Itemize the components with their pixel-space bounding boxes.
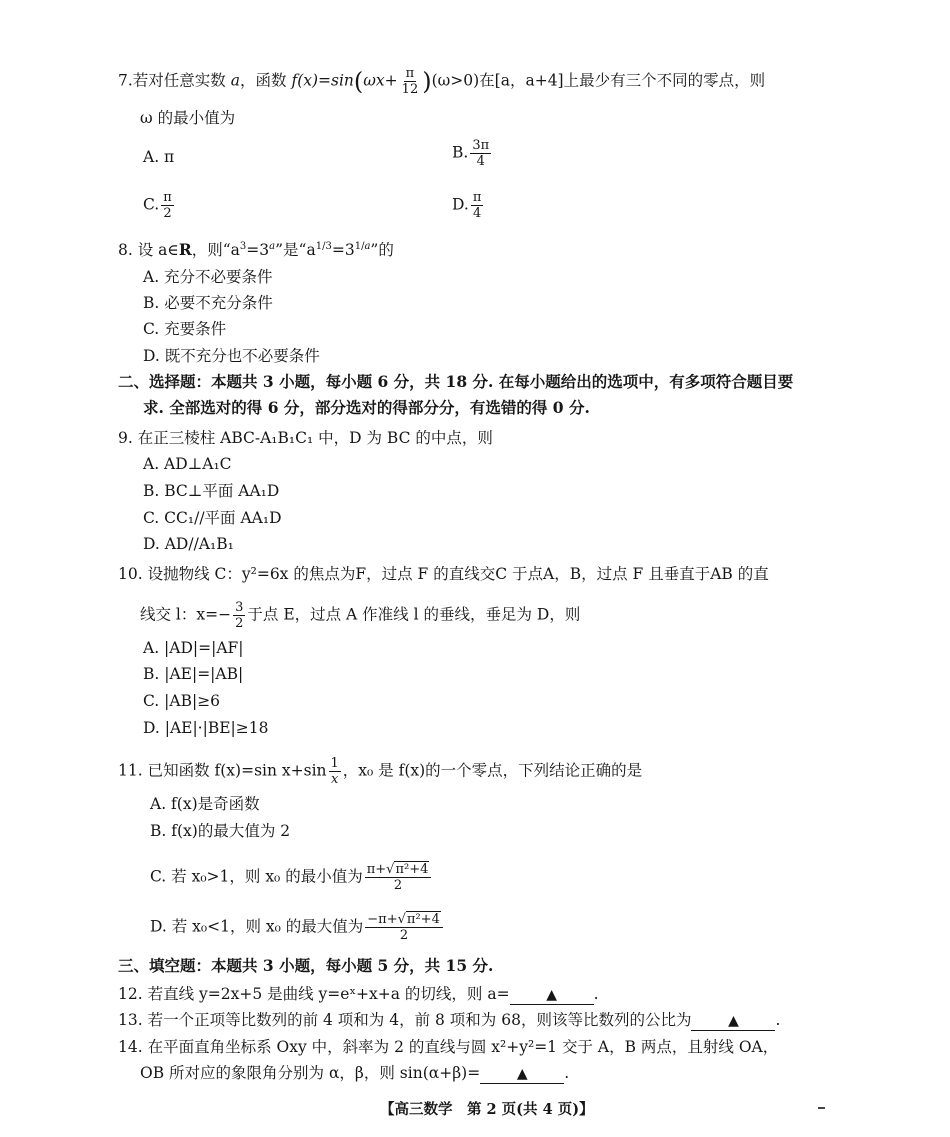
q7-option-b: B. $\frac{3\pi}{4}$ <box>452 138 490 169</box>
q13-stem: 13. 若一个正项等比数列的前 4 项和为 4，前 8 项和为 68，则该等比数列的公比为 ▲ . <box>118 1011 781 1029</box>
triangle-icon: ▲ <box>516 1066 528 1082</box>
q10-option-d: D. |AE|·|BE|≥18 <box>143 719 269 737</box>
q11-stem: 11. 已知函数 f(x)=sin x+sin $\frac{1}{x}$ ，x₀ 是 f(x)的一个零点，下列结论正确的是 <box>118 756 643 787</box>
q10-stem: 10. 设抛物线 C：y²=6x 的焦点为F，过点 F 的直线交C 于点A，B，过点 F 且垂直于AB 的直 <box>118 565 769 583</box>
q11-option-d: D. 若 x₀<1，则 x₀ 的最大值为 $\frac{\text{−π+√π²+4}}{2}$ <box>150 912 445 943</box>
q8-option-c: C. 充要条件 <box>143 320 227 338</box>
q8-stem: 8. 设 a∈R，则“$a^3=3^a$”是“$a^{1/3}=3^{1/a}$”的 <box>118 240 394 259</box>
q9-option-d: D. AD//A₁B₁ <box>143 535 234 553</box>
section2-heading-line2: 求. 全部选对的得 6 分，部分选对的得部分分，有选错的得 0 分. <box>143 398 590 417</box>
q11-option-a: A. f(x)是奇函数 <box>150 795 260 813</box>
q7-option-c: C. $\frac{\pi}{2}$ <box>143 190 172 221</box>
q10-option-b: B. |AE|=|AB| <box>143 665 244 683</box>
q12-answer-blank[interactable] <box>510 985 594 1005</box>
q7-stem: 7.若对任意实数 a，函数 f(x)=sin(ωx+ $\frac{\pi}{12}$ )(ω>0)在[a，a+4]上最少有三个不同的零点，则 <box>118 66 766 97</box>
q14-answer-blank[interactable] <box>480 1064 564 1084</box>
q10-option-c: C. |AB|≥6 <box>143 692 221 710</box>
q13-answer-blank[interactable] <box>691 1011 775 1031</box>
q7-option-d: D. $\frac{\pi}{4}$ <box>452 190 482 221</box>
q12-stem: 12. 若直线 y=2x+5 是曲线 y=eˣ+x+a 的切线，则 a= ▲ . <box>118 985 599 1003</box>
q8-option-d: D. 既不充分也不必要条件 <box>143 347 320 365</box>
triangle-icon: ▲ <box>546 987 557 1003</box>
q11-option-c: C. 若 x₀>1，则 x₀ 的最小值为 $\frac{\text{π+√π²+4}}{2}$ <box>150 862 433 893</box>
q9-option-a: A. AD⊥A₁C <box>143 455 232 473</box>
q11-option-b: B. f(x)的最大值为 2 <box>150 822 291 840</box>
q7-line2: ω 的最小值为 <box>140 109 236 127</box>
q9-option-b: B. BC⊥平面 AA₁D <box>143 482 280 500</box>
q14-stem-line2: OB 所对应的象限角分别为 α，β，则 sin(α+β)= ▲ . <box>140 1064 570 1082</box>
q8-option-a: A. 充分不必要条件 <box>143 268 273 286</box>
q10-stem-line2: 线交 l：x=− $\frac{3}{2}$ 于点 E，过点 A 作准线 l 的垂线，垂足为 D，则 <box>140 600 581 631</box>
q10-option-a: A. |AD|=|AF| <box>143 639 244 657</box>
page-footer: 【高三数学 第 2 页(共 4 页)】 <box>380 1101 594 1118</box>
section2-heading: 二、选择题：本题共 3 小题，每小题 6 分，共 18 分. 在每小题给出的选项中，有多项符合题目要 <box>118 372 794 391</box>
q8-option-b: B. 必要不充分条件 <box>143 294 273 312</box>
triangle-icon: ▲ <box>728 1013 739 1029</box>
q14-stem: 14. 在平面直角坐标系 Oxy 中，斜率为 2 的直线与圆 x²+y²=1 交于 A，B 两点，且射线 OA， <box>118 1038 779 1056</box>
q9-stem: 9. 在正三棱柱 ABC-A₁B₁C₁ 中，D 为 BC 的中点，则 <box>118 429 493 447</box>
q7-option-a: A. π <box>143 148 175 166</box>
q9-option-c: C. CC₁//平面 AA₁D <box>143 509 282 527</box>
q7-frac: $\frac{\pi}{12}$ <box>401 66 419 97</box>
corner-mark <box>818 1107 825 1109</box>
section3-heading: 三、填空题：本题共 3 小题，每小题 5 分，共 15 分. <box>118 956 494 975</box>
